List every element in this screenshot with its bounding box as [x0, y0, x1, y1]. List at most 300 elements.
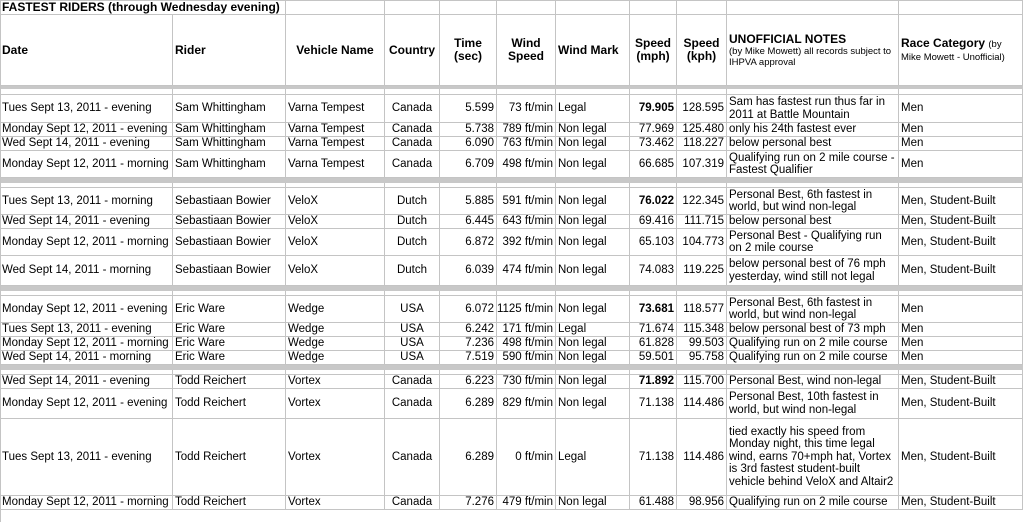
- cell-text: 66.685: [638, 157, 674, 170]
- cell-text: Non legal: [558, 337, 607, 350]
- header-date[interactable]: [0, 15, 173, 86]
- cell-vehicle[interactable]: [286, 95, 385, 123]
- cell-text: 6.039: [465, 264, 494, 277]
- cell-text: 71.674: [638, 323, 674, 336]
- cell-notes[interactable]: [727, 215, 899, 229]
- cell-text: Todd Reichert: [175, 397, 246, 410]
- cell-text: tied exactly his speed from Monday night, this time legal wind, earns 70+mph hat, Vortex is 3rd fastest student-built vehicle behind VeloX and Altair2: [729, 425, 894, 488]
- cell-date[interactable]: [0, 137, 173, 151]
- cell-kph[interactable]: [677, 389, 727, 419]
- cell-wind-mark[interactable]: [556, 296, 630, 323]
- cell-text: Non legal: [558, 375, 607, 388]
- cell-time[interactable]: [440, 95, 497, 123]
- category-header-subtitle: (by Mike Mowett - Unofficial): [901, 39, 1005, 63]
- cell-time[interactable]: [440, 296, 497, 323]
- cell-kph[interactable]: [677, 256, 727, 286]
- header-wind-speed[interactable]: [497, 15, 556, 86]
- cell-wind-mark[interactable]: [556, 256, 630, 286]
- cell-text: Sam Whittingham: [175, 157, 266, 170]
- cell-notes[interactable]: [727, 323, 899, 337]
- header-wind-mark[interactable]: [556, 15, 630, 86]
- cell-mph[interactable]: [630, 123, 677, 137]
- cell-category[interactable]: [899, 151, 1023, 178]
- cell-kph[interactable]: [677, 95, 727, 123]
- cell-mph[interactable]: [630, 296, 677, 323]
- cell-kph[interactable]: [677, 188, 727, 215]
- cell-category[interactable]: [899, 215, 1023, 229]
- cell-date[interactable]: [0, 256, 173, 286]
- cell-kph[interactable]: [677, 375, 727, 389]
- cell-mph[interactable]: [630, 95, 677, 123]
- table-row: [0, 389, 1023, 419]
- category-header-title: Race Category: [901, 36, 986, 50]
- cell-mph[interactable]: [630, 188, 677, 215]
- cell-mph[interactable]: [630, 256, 677, 286]
- cell-kph[interactable]: [677, 337, 727, 351]
- cell-text: Men: [901, 123, 924, 136]
- cell-text: Sam Whittingham: [175, 102, 266, 115]
- empty-cell[interactable]: [677, 0, 727, 15]
- cell-text: 171 ft/min: [502, 323, 553, 336]
- cell-category[interactable]: [899, 351, 1023, 365]
- cell-text: Dutch: [396, 235, 428, 248]
- cell-mph[interactable]: [630, 419, 677, 496]
- header-rider[interactable]: [173, 15, 286, 86]
- cell-text: Men: [901, 323, 924, 336]
- cell-date[interactable]: [0, 95, 173, 123]
- cell-country[interactable]: [385, 323, 440, 337]
- table-row: [0, 296, 1023, 323]
- cell-date[interactable]: [0, 215, 173, 229]
- cell-wind-mark[interactable]: [556, 389, 630, 419]
- cell-time[interactable]: [440, 151, 497, 178]
- cell-time[interactable]: [440, 389, 497, 419]
- cell-text: 74.083: [638, 264, 674, 277]
- cell-text: Tues Sept 13, 2011 - morning: [2, 194, 153, 207]
- header-country[interactable]: [385, 15, 440, 86]
- cell-wind-speed[interactable]: [497, 351, 556, 365]
- cell-kph[interactable]: [677, 123, 727, 137]
- cell-wind-speed[interactable]: [497, 215, 556, 229]
- cell-text: 392 ft/min: [502, 235, 553, 248]
- cell-date[interactable]: [0, 389, 173, 419]
- table-row: [0, 323, 1023, 337]
- cell-wind-mark[interactable]: [556, 215, 630, 229]
- cell-country[interactable]: [385, 95, 440, 123]
- cell-notes[interactable]: [727, 137, 899, 151]
- cell-text: Canada: [391, 123, 433, 136]
- cell-category[interactable]: [899, 375, 1023, 389]
- cell-text: Men: [901, 337, 924, 350]
- cell-country[interactable]: [385, 419, 440, 496]
- cell-country[interactable]: [385, 123, 440, 137]
- cell-rider[interactable]: [173, 151, 286, 178]
- cell-category[interactable]: [899, 95, 1023, 123]
- cell-rider[interactable]: [173, 496, 286, 510]
- cell-text: Qualifying run on 2 mile course: [729, 351, 888, 364]
- cell-text: 104.773: [682, 235, 724, 248]
- cell-notes[interactable]: [727, 256, 899, 286]
- empty-cell[interactable]: [497, 0, 556, 15]
- table-row: [0, 123, 1023, 137]
- cell-text: Vortex: [288, 397, 321, 410]
- cell-text: Non legal: [558, 123, 607, 136]
- cell-wind-mark[interactable]: [556, 351, 630, 365]
- category-header-text: [901, 37, 1020, 63]
- cell-country[interactable]: [385, 375, 440, 389]
- cell-mph[interactable]: [630, 151, 677, 178]
- notes-header-subtitle: (by Mike Mowett) all records subject to IHPVA approval: [729, 45, 892, 68]
- cell-notes[interactable]: [727, 419, 899, 496]
- cell-text: Wed Sept 14, 2011 - evening: [2, 215, 150, 228]
- cell-wind-speed[interactable]: [497, 123, 556, 137]
- cell-text: Monday Sept 12, 2011 - morning: [2, 337, 169, 350]
- header-vehicle[interactable]: [286, 15, 385, 86]
- cell-country[interactable]: [385, 296, 440, 323]
- cell-text: 95.758: [688, 351, 724, 364]
- header-label: Time (sec): [453, 36, 482, 63]
- cell-text: Canada: [391, 496, 433, 509]
- cell-text: Monday Sept 12, 2011 - morning: [2, 496, 169, 509]
- cell-date[interactable]: [0, 337, 173, 351]
- empty-cell[interactable]: [556, 0, 630, 15]
- cell-country[interactable]: [385, 337, 440, 351]
- cell-category[interactable]: [899, 188, 1023, 215]
- cell-text: Varna Tempest: [288, 157, 365, 170]
- cell-date[interactable]: [0, 123, 173, 137]
- cell-time[interactable]: [440, 215, 497, 229]
- table-row: [0, 351, 1023, 365]
- cell-vehicle[interactable]: [286, 419, 385, 496]
- cell-text: 111.715: [684, 215, 724, 228]
- cell-text: Men, Student-Built: [901, 235, 996, 248]
- cell-text: Eric Ware: [175, 351, 226, 364]
- cell-notes[interactable]: [727, 296, 899, 323]
- cell-rider[interactable]: [173, 351, 286, 365]
- cell-text: 7.519: [465, 351, 494, 364]
- cell-date[interactable]: [0, 151, 173, 178]
- cell-mph[interactable]: [630, 215, 677, 229]
- cell-time[interactable]: [440, 229, 497, 256]
- cell-text: 6.289: [465, 450, 494, 463]
- cell-wind-mark[interactable]: [556, 323, 630, 337]
- cell-text: 65.103: [638, 235, 674, 248]
- cell-text: 114.486: [683, 397, 724, 410]
- cell-kph[interactable]: [677, 137, 727, 151]
- cell-text: Men: [901, 137, 924, 150]
- cell-notes[interactable]: [727, 229, 899, 256]
- cell-kph[interactable]: [677, 496, 727, 510]
- cell-text: 7.276: [465, 496, 494, 509]
- cell-rider[interactable]: [173, 337, 286, 351]
- cell-text: Varna Tempest: [288, 137, 365, 150]
- cell-time[interactable]: [440, 123, 497, 137]
- cell-wind-mark[interactable]: [556, 419, 630, 496]
- header-kph[interactable]: [677, 15, 727, 86]
- cell-rider[interactable]: [173, 229, 286, 256]
- cell-country[interactable]: [385, 351, 440, 365]
- cell-date[interactable]: [0, 419, 173, 496]
- cell-vehicle[interactable]: [286, 496, 385, 510]
- cell-mph[interactable]: [630, 351, 677, 365]
- cell-wind-speed[interactable]: [497, 389, 556, 419]
- empty-cell[interactable]: [286, 0, 385, 15]
- cell-text: 6.090: [465, 137, 494, 150]
- cell-vehicle[interactable]: [286, 323, 385, 337]
- cell-country[interactable]: [385, 229, 440, 256]
- cell-text: 119.225: [683, 264, 724, 277]
- cell-category[interactable]: [899, 496, 1023, 510]
- cell-text: Men, Student-Built: [901, 264, 996, 277]
- cell-text: Dutch: [396, 264, 428, 277]
- cell-kph[interactable]: [677, 296, 727, 323]
- cell-wind-speed[interactable]: [497, 188, 556, 215]
- cell-text: 474 ft/min: [502, 264, 553, 277]
- cell-category[interactable]: [899, 296, 1023, 323]
- cell-kph[interactable]: [677, 151, 727, 178]
- cell-vehicle[interactable]: [286, 151, 385, 178]
- cell-text: Eric Ware: [175, 337, 226, 350]
- cell-mph[interactable]: [630, 337, 677, 351]
- cell-mph[interactable]: [630, 375, 677, 389]
- sheet-title-cell[interactable]: [0, 0, 286, 15]
- cell-vehicle[interactable]: [286, 229, 385, 256]
- cell-country[interactable]: [385, 137, 440, 151]
- cell-text: Wedge: [288, 337, 325, 350]
- cell-notes[interactable]: [727, 375, 899, 389]
- cell-wind-speed[interactable]: [497, 337, 556, 351]
- cell-text: USA: [400, 337, 424, 350]
- cell-text: Dutch: [396, 194, 428, 207]
- cell-date[interactable]: [0, 351, 173, 365]
- cell-rider[interactable]: [173, 95, 286, 123]
- cell-wind-speed[interactable]: [497, 137, 556, 151]
- empty-cell[interactable]: [727, 0, 899, 15]
- cell-text: Canada: [391, 450, 433, 463]
- empty-cell[interactable]: [440, 0, 497, 15]
- cell-time[interactable]: [440, 337, 497, 351]
- cell-rider[interactable]: [173, 256, 286, 286]
- header-mph[interactable]: [630, 15, 677, 86]
- cell-vehicle[interactable]: [286, 256, 385, 286]
- cell-text: below personal best of 76 mph yesterday, wind still not legal: [729, 258, 886, 283]
- cell-text: 128.595: [682, 102, 724, 115]
- cell-notes[interactable]: [727, 496, 899, 510]
- cell-country[interactable]: [385, 256, 440, 286]
- cell-text: Eric Ware: [175, 323, 226, 336]
- cell-wind-mark[interactable]: [556, 375, 630, 389]
- cell-text: below personal best: [729, 137, 832, 150]
- cell-time[interactable]: [440, 323, 497, 337]
- cell-notes[interactable]: [727, 123, 899, 137]
- header-label: Rider: [175, 42, 206, 57]
- header-label: Speed (kph): [683, 36, 720, 63]
- cell-wind-speed[interactable]: [497, 151, 556, 178]
- table-row: [0, 375, 1023, 389]
- cell-rider[interactable]: [173, 137, 286, 151]
- cell-category[interactable]: [899, 229, 1023, 256]
- cell-time[interactable]: [440, 419, 497, 496]
- cell-country[interactable]: [385, 188, 440, 215]
- cell-text: Vortex: [288, 450, 321, 463]
- cell-country[interactable]: [385, 151, 440, 178]
- cell-time[interactable]: [440, 256, 497, 286]
- empty-cell[interactable]: [630, 0, 677, 15]
- cell-date[interactable]: [0, 296, 173, 323]
- cell-category[interactable]: [899, 389, 1023, 419]
- cell-wind-mark[interactable]: [556, 337, 630, 351]
- cell-vehicle[interactable]: [286, 375, 385, 389]
- cell-text: Todd Reichert: [175, 375, 246, 388]
- cell-text: 763 ft/min: [502, 137, 553, 150]
- cell-text: Eric Ware: [175, 302, 226, 315]
- cell-wind-speed[interactable]: [497, 419, 556, 496]
- cell-mph[interactable]: [630, 496, 677, 510]
- cell-text: Personal Best, 6th fastest in world, but wind non-legal: [729, 296, 873, 321]
- cell-mph[interactable]: [630, 389, 677, 419]
- cell-time[interactable]: [440, 496, 497, 510]
- cell-kph[interactable]: [677, 215, 727, 229]
- cell-vehicle[interactable]: [286, 188, 385, 215]
- cell-notes[interactable]: [727, 95, 899, 123]
- cell-text: 76.022: [638, 194, 674, 207]
- header-time[interactable]: [440, 15, 497, 86]
- cell-kph[interactable]: [677, 351, 727, 365]
- cell-rider[interactable]: [173, 215, 286, 229]
- cell-vehicle[interactable]: [286, 215, 385, 229]
- cell-text: Vortex: [288, 496, 321, 509]
- cell-text: Personal Best, 10th fastest in world, but wind non-legal: [729, 391, 879, 416]
- table-row: [0, 215, 1023, 229]
- cell-wind-speed[interactable]: [497, 323, 556, 337]
- cell-text: Monday Sept 12, 2011 - evening: [2, 123, 168, 136]
- cell-wind-speed[interactable]: [497, 496, 556, 510]
- cell-time[interactable]: [440, 351, 497, 365]
- table-row: [0, 188, 1023, 215]
- cell-time[interactable]: [440, 137, 497, 151]
- cell-wind-speed[interactable]: [497, 256, 556, 286]
- cell-wind-mark[interactable]: [556, 95, 630, 123]
- cell-rider[interactable]: [173, 123, 286, 137]
- cell-mph[interactable]: [630, 323, 677, 337]
- cell-rider[interactable]: [173, 389, 286, 419]
- cell-date[interactable]: [0, 375, 173, 389]
- cell-text: Tues Sept 13, 2011 - evening: [2, 450, 152, 463]
- table-row: [0, 496, 1023, 510]
- cell-wind-speed[interactable]: [497, 375, 556, 389]
- cell-vehicle[interactable]: [286, 296, 385, 323]
- cell-text: 69.416: [638, 215, 674, 228]
- cell-text: Monday Sept 12, 2011 - morning: [2, 235, 169, 248]
- cell-date[interactable]: [0, 496, 173, 510]
- cell-kph[interactable]: [677, 419, 727, 496]
- cell-text: Canada: [391, 157, 433, 170]
- cell-text: Non legal: [558, 157, 607, 170]
- cell-category[interactable]: [899, 323, 1023, 337]
- cell-country[interactable]: [385, 496, 440, 510]
- cell-text: Sam Whittingham: [175, 137, 266, 150]
- cell-wind-mark[interactable]: [556, 137, 630, 151]
- cell-text: Dutch: [396, 215, 428, 228]
- cell-text: Legal: [558, 450, 587, 463]
- cell-text: Wed Sept 14, 2011 - evening: [2, 375, 150, 388]
- cell-wind-mark[interactable]: [556, 229, 630, 256]
- cell-text: Personal Best - Qualifying run on 2 mile course: [729, 229, 882, 254]
- cell-rider[interactable]: [173, 375, 286, 389]
- cell-mph[interactable]: [630, 229, 677, 256]
- cell-rider[interactable]: [173, 296, 286, 323]
- cell-kph[interactable]: [677, 323, 727, 337]
- cell-text: 118.227: [683, 137, 724, 150]
- cell-wind-speed[interactable]: [497, 296, 556, 323]
- cell-country[interactable]: [385, 215, 440, 229]
- cell-vehicle[interactable]: [286, 337, 385, 351]
- cell-notes[interactable]: [727, 389, 899, 419]
- cell-notes[interactable]: [727, 337, 899, 351]
- header-category[interactable]: [899, 15, 1023, 86]
- cell-text: Varna Tempest: [288, 123, 365, 136]
- cell-date[interactable]: [0, 323, 173, 337]
- cell-text: Tues Sept 13, 2011 - evening: [2, 323, 152, 336]
- cell-date[interactable]: [0, 188, 173, 215]
- cell-time[interactable]: [440, 188, 497, 215]
- cell-wind-speed[interactable]: [497, 229, 556, 256]
- cell-vehicle[interactable]: [286, 123, 385, 137]
- empty-cell[interactable]: [385, 0, 440, 15]
- cell-wind-mark[interactable]: [556, 151, 630, 178]
- cell-notes[interactable]: [727, 151, 899, 178]
- cell-text: Qualifying run on 2 mile course: [729, 337, 888, 350]
- cell-text: Sebastiaan Bowier: [175, 264, 271, 277]
- cell-text: 125.480: [682, 123, 724, 136]
- cell-wind-mark[interactable]: [556, 123, 630, 137]
- cell-mph[interactable]: [630, 137, 677, 151]
- cell-category[interactable]: [899, 123, 1023, 137]
- empty-cell[interactable]: [899, 0, 1023, 15]
- cell-rider[interactable]: [173, 188, 286, 215]
- cell-category[interactable]: [899, 337, 1023, 351]
- cell-text: 99.503: [688, 337, 724, 350]
- cell-wind-mark[interactable]: [556, 188, 630, 215]
- cell-time[interactable]: [440, 375, 497, 389]
- cell-text: 98.956: [688, 496, 724, 509]
- cell-country[interactable]: [385, 389, 440, 419]
- cell-text: Todd Reichert: [175, 450, 246, 463]
- cell-vehicle[interactable]: [286, 351, 385, 365]
- cell-text: 498 ft/min: [502, 157, 553, 170]
- cell-vehicle[interactable]: [286, 137, 385, 151]
- cell-notes[interactable]: [727, 188, 899, 215]
- header-notes[interactable]: [727, 15, 899, 86]
- cell-text: 73.681: [638, 302, 674, 315]
- cell-notes[interactable]: [727, 351, 899, 365]
- cell-rider[interactable]: [173, 323, 286, 337]
- cell-wind-speed[interactable]: [497, 95, 556, 123]
- cell-vehicle[interactable]: [286, 389, 385, 419]
- cell-text: Vortex: [288, 375, 321, 388]
- cell-rider[interactable]: [173, 419, 286, 496]
- cell-text: Sebastiaan Bowier: [175, 215, 271, 228]
- cell-kph[interactable]: [677, 229, 727, 256]
- cell-category[interactable]: [899, 137, 1023, 151]
- cell-text: 71.892: [638, 375, 674, 388]
- cell-category[interactable]: [899, 419, 1023, 496]
- cell-category[interactable]: [899, 256, 1023, 286]
- cell-wind-mark[interactable]: [556, 496, 630, 510]
- cell-text: Qualifying run on 2 mile course: [729, 496, 888, 509]
- cell-text: Legal: [558, 323, 587, 336]
- cell-date[interactable]: [0, 229, 173, 256]
